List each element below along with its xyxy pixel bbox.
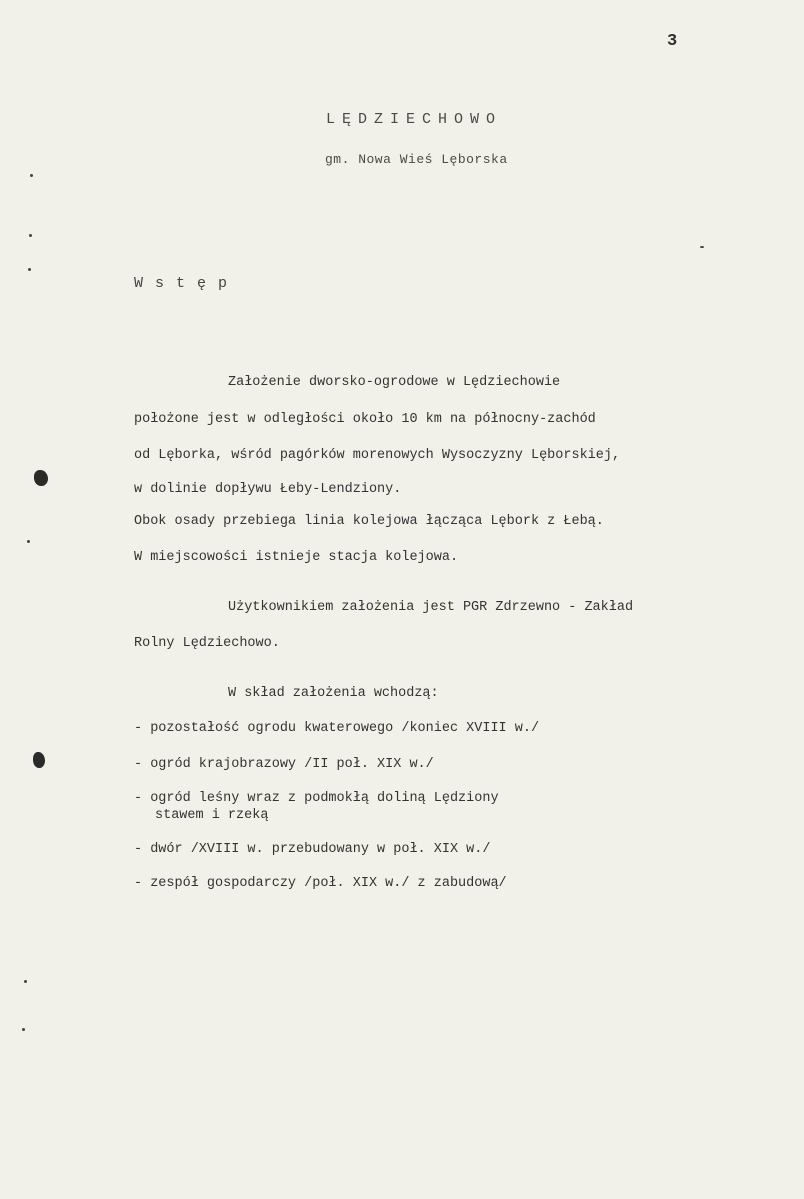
intro-line: Założenie dworsko-ogrodowe w Lędziechowie — [228, 375, 561, 390]
page-number: 3 — [667, 32, 678, 51]
composition-item: - pozostałość ogrodu kwaterowego /koniec XVIII w./ — [134, 721, 540, 736]
composition-intro: W skład założenia wchodzą: — [228, 686, 439, 701]
ink-blot — [34, 470, 48, 486]
intro-line: od Lęborka, wśród pagórków morenowych Wysoczyzny Lęborskiej, — [134, 448, 621, 463]
intro-line: Obok osady przebiega linia kolejowa łącząca Lębork z Łebą. — [134, 514, 604, 529]
intro-line: W miejscowości istnieje stacja kolejowa. — [134, 550, 459, 565]
user-line: Użytkownikiem założenia jest PGR Zdrzewno - Zakład — [228, 600, 634, 615]
composition-item-continuation: stawem i rzeką — [155, 808, 269, 823]
composition-item: - zespół gospodarczy /poł. XIX w./ z zabudową/ — [134, 876, 507, 891]
margin-mark — [700, 246, 704, 248]
margin-mark — [28, 268, 31, 271]
document-title: LĘDZIECHOWO — [326, 111, 503, 128]
margin-mark — [27, 540, 30, 543]
margin-mark — [29, 234, 32, 237]
margin-mark — [22, 1028, 25, 1031]
composition-item: - ogród leśny wraz z podmokłą doliną Lędziony — [134, 791, 499, 806]
document-subtitle: gm. Nowa Wieś Lęborska — [325, 152, 508, 167]
user-line: Rolny Lędziechowo. — [134, 636, 280, 651]
composition-item: - dwór /XVIII w. przebudowany w poł. XIX w./ — [134, 842, 491, 857]
ink-blot — [33, 752, 45, 768]
intro-line: położone jest w odległości około 10 km na północny-zachód — [134, 412, 596, 427]
section-heading: Wstęp — [134, 275, 240, 292]
composition-item: - ogród krajobrazowy /II poł. XIX w./ — [134, 757, 434, 772]
margin-mark — [24, 980, 27, 983]
intro-line: w dolinie dopływu Łeby-Lendziony. — [134, 482, 402, 497]
margin-mark — [30, 174, 33, 177]
